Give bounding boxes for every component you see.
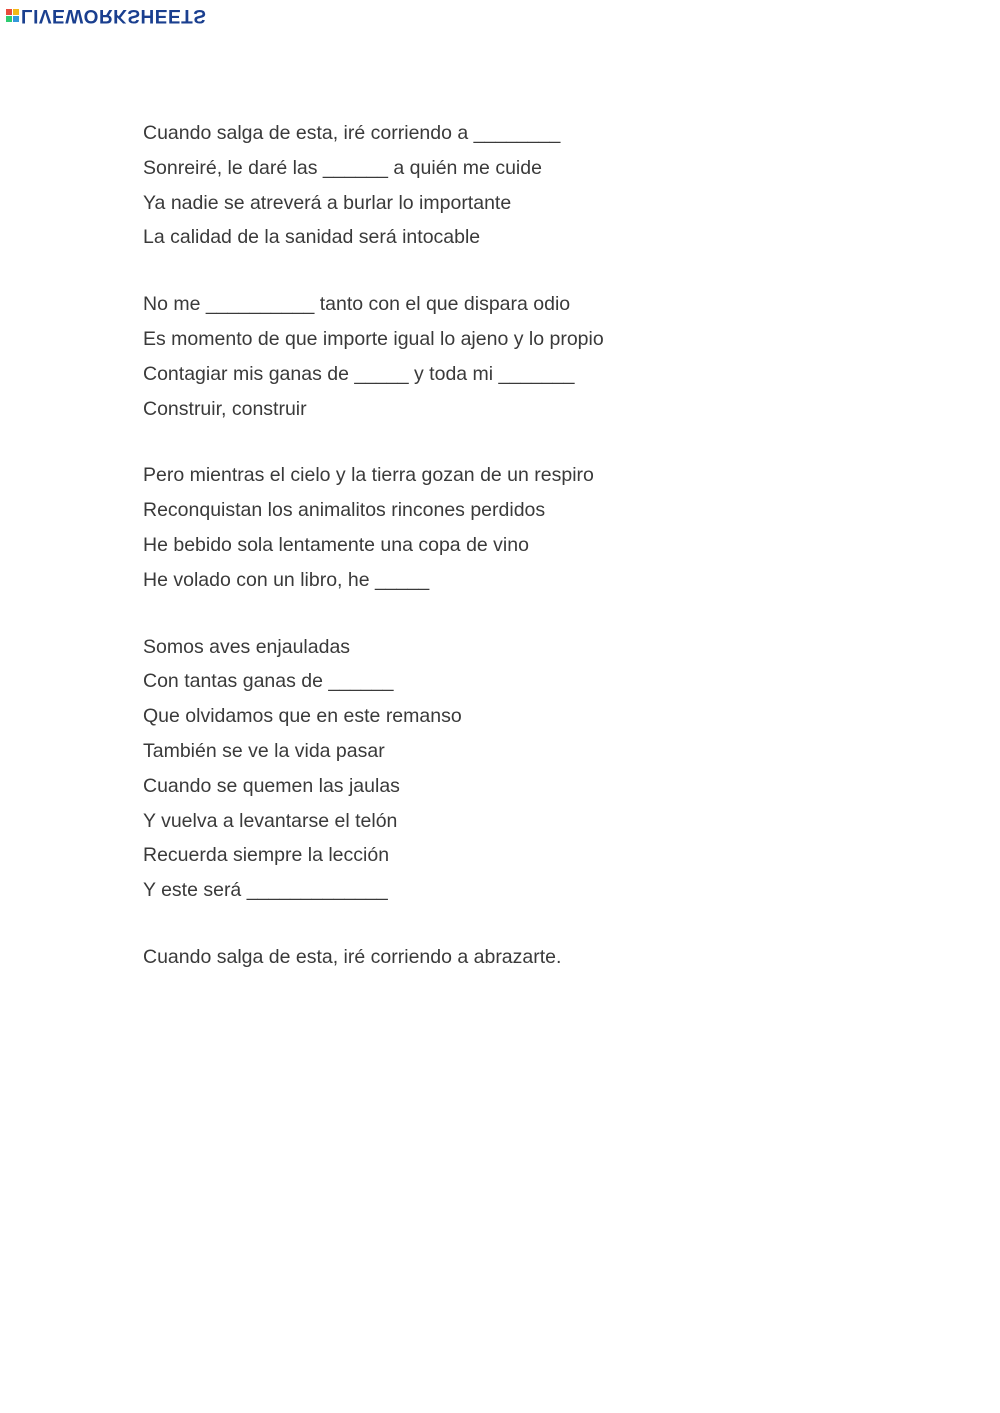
poem-line: He volado con un libro, he _____: [143, 568, 430, 591]
stanza-5: [143, 940, 604, 975]
poem-line: Reconquistan los animalitos rincones perdidos: [143, 499, 546, 522]
logo-square-green: [6, 16, 12, 22]
poem-line: He bebido sola lentamente una copa de vino: [143, 533, 529, 556]
logo-square-red: [6, 9, 12, 15]
poem: [143, 116, 604, 1007]
logo-square-yellow: [13, 9, 19, 15]
poem-line: Que olvidamos que en este remanso: [143, 705, 462, 728]
poem-line: Cuando salga de esta, iré corriendo a ________: [143, 122, 561, 144]
poem-line: Cuando salga de esta, iré corriendo a abrazarte.: [143, 945, 562, 968]
poem-line: Contagiar mis ganas de _____ y toda mi _______: [143, 362, 575, 385]
poem-line: Y vuelva a levantarse el telón: [143, 809, 398, 832]
logo-squares-icon: [6, 9, 19, 22]
stanza-3: [143, 458, 604, 597]
poem-line: También se ve la vida pasar: [143, 739, 385, 762]
poem-line: Con tantas ganas de ______: [143, 670, 394, 693]
poem-line: Pero mientras el cielo y la tierra gozan de un respiro: [143, 464, 594, 487]
stanza-1: [143, 116, 604, 255]
poem-line: No me __________ tanto con el que dispara odio: [143, 293, 571, 316]
poem-line: Y este será _____________: [143, 879, 388, 902]
poem-line: Sonreiré, le daré las ______ a quién me cuide: [143, 156, 542, 179]
poem-line: La calidad de la sanidad será intocable: [143, 226, 481, 249]
poem-line: Cuando se quemen las jaulas: [143, 774, 400, 797]
poem-line: Construir, construir: [143, 397, 307, 420]
poem-line: Somos aves enjauladas: [143, 635, 351, 658]
liveworksheets-logo: [6, 4, 206, 26]
poem-line: Ya nadie se atreverá a burlar lo importante: [143, 191, 512, 214]
logo-square-blue: [13, 16, 19, 22]
stanza-2: [143, 287, 604, 426]
poem-line: Es momento de que importe igual lo ajeno y lo propio: [143, 327, 604, 350]
logo-text: LIVEWORKSHEETS: [21, 4, 207, 26]
poem-line: Recuerda siempre la lección: [143, 844, 390, 867]
stanza-4: [143, 630, 604, 908]
